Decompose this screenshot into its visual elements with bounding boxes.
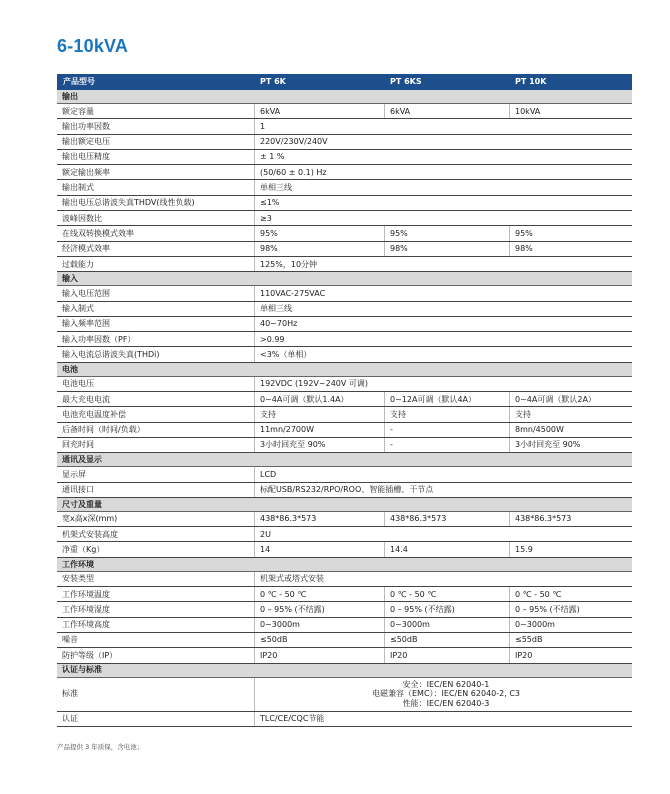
page-title: 6-10kVA — [57, 36, 129, 56]
row-value-span: ≥3 — [254, 211, 632, 225]
section-title: 认证与标准 — [62, 665, 102, 675]
table-row — [57, 226, 632, 241]
row-label: 输入频率范围 — [62, 319, 110, 329]
row-value-span: <3%（单相） — [254, 347, 632, 361]
row-value: 98% — [509, 242, 632, 256]
row-value: IP20 — [384, 648, 509, 662]
row-value: 15.9 — [509, 542, 632, 556]
table-row — [57, 119, 632, 134]
row-value: - — [384, 438, 509, 452]
table-header-row — [57, 74, 632, 90]
row-value-span: 125%，10分钟 — [254, 257, 632, 271]
row-value: 95% — [254, 226, 384, 240]
section-title: 通讯及显示 — [62, 455, 102, 465]
section-title: 输出 — [62, 91, 78, 101]
row-value: 8mn/4500W — [509, 423, 632, 437]
value-line: 安全：IEC/EN 62040-1 — [402, 680, 490, 690]
row-value-span: 110VAC-275VAC — [254, 286, 632, 300]
table-row — [57, 587, 632, 602]
row-value-span: (50/60 ± 0.1) Hz — [254, 165, 632, 179]
section-header — [57, 90, 632, 104]
table-row — [57, 602, 632, 617]
row-value: IP20 — [254, 648, 384, 662]
table-row — [57, 483, 632, 498]
footnote: 产品提供 3 年质保，含电池； — [57, 743, 144, 751]
table-row — [57, 257, 632, 272]
row-label: 过载能力 — [62, 259, 94, 269]
section-header — [57, 558, 632, 572]
row-value: 98% — [384, 242, 509, 256]
row-value: 0~3000m — [254, 618, 384, 632]
row-value: 0~3000m — [509, 618, 632, 632]
row-value: 0 – 95% (不结露) — [384, 602, 509, 616]
section-title: 电池 — [62, 364, 78, 374]
table-row — [57, 377, 632, 392]
row-value: 0~3000m — [384, 618, 509, 632]
row-value: 支持 — [509, 407, 632, 421]
table-row — [57, 392, 632, 407]
row-value: 438*86.3*573 — [384, 512, 509, 526]
row-label: 额定容量 — [62, 106, 94, 116]
row-label: 工作环境温度 — [62, 589, 110, 599]
row-value: 支持 — [254, 407, 384, 421]
spec-table — [57, 74, 632, 727]
row-label: 工作环境高度 — [62, 620, 110, 630]
row-label: 输出电压精度 — [62, 152, 110, 162]
table-row — [57, 150, 632, 165]
row-value: 14 — [254, 542, 384, 556]
row-label: 后备时间（时间/负载） — [62, 425, 145, 435]
row-value-span: 单相三线 — [254, 180, 632, 194]
row-value: 0 ℃ - 50 ℃ — [384, 587, 509, 601]
row-value: ≤50dB — [384, 633, 509, 647]
row-value: 3小时回充至 90% — [509, 438, 632, 452]
row-label: 输入电压范围 — [62, 288, 110, 298]
row-label: 显示屏 — [62, 469, 86, 479]
section-title: 输入 — [62, 274, 78, 284]
row-value: ≤50dB — [254, 633, 384, 647]
table-row — [57, 196, 632, 211]
header-model: PT 10K — [515, 77, 547, 87]
header-model: PT 6KS — [390, 77, 422, 87]
row-value-span: >0.99 — [254, 332, 632, 346]
value-line: 性能：IEC/EN 62040-3 — [402, 698, 490, 708]
row-value: 0 – 95% (不结露) — [254, 602, 384, 616]
table-row — [57, 572, 632, 587]
row-value: 0 ℃ - 50 ℃ — [254, 587, 384, 601]
table-row — [57, 438, 632, 453]
row-label: 电池充电温度补偿 — [62, 409, 126, 419]
row-value: 支持 — [384, 407, 509, 421]
row-value: 3小时回充至 90% — [254, 438, 384, 452]
row-label: 认证 — [62, 714, 78, 724]
row-value-span: LCD — [254, 467, 632, 481]
row-label: 净重（Kg） — [62, 544, 105, 554]
table-row — [57, 347, 632, 362]
row-value: 438*86.3*573 — [254, 512, 384, 526]
row-label: 最大充电电流 — [62, 394, 110, 404]
row-value: 14.4 — [384, 542, 509, 556]
row-label: 安装类型 — [62, 574, 94, 584]
section-title: 尺寸及重量 — [62, 499, 102, 509]
row-value: 95% — [384, 226, 509, 240]
table-row — [57, 678, 632, 712]
row-label: 输出电压总谐波失真THDV(线性负载) — [62, 198, 195, 208]
row-value-span: ± 1 % — [254, 150, 632, 164]
row-value-span: 2U — [254, 527, 632, 541]
row-label: 输出额定电压 — [62, 137, 110, 147]
table-row — [57, 302, 632, 317]
section-title: 工作环境 — [62, 559, 94, 569]
row-label: 输出功率因数 — [62, 121, 110, 131]
table-row — [57, 407, 632, 422]
row-label: 波峰因数比 — [62, 213, 102, 223]
row-label: 额定输出频率 — [62, 167, 110, 177]
row-value-span: 1 — [254, 119, 632, 133]
row-value: 6kVA — [254, 104, 384, 118]
table-row — [57, 180, 632, 195]
row-label: 输入电流总谐波失真(THDi) — [62, 350, 160, 359]
table-row — [57, 286, 632, 301]
row-value: 10kVA — [509, 104, 632, 118]
row-label: 经济模式效率 — [62, 244, 110, 254]
section-header — [57, 363, 632, 377]
table-row — [57, 648, 632, 663]
row-value-span: 机架式或塔式安装 — [254, 572, 632, 586]
table-row — [57, 165, 632, 180]
row-label: 通讯接口 — [62, 485, 94, 495]
section-header — [57, 453, 632, 467]
header-label: 产品型号 — [63, 77, 95, 87]
section-header — [57, 272, 632, 286]
table-row — [57, 512, 632, 527]
row-label: 标准 — [62, 689, 78, 699]
table-row — [57, 104, 632, 119]
row-label: 机架式安装高度 — [62, 529, 118, 539]
row-label: 工作环境湿度 — [62, 604, 110, 614]
section-header — [57, 664, 632, 678]
row-value-span: TLC/CE/CQC节能 — [254, 712, 632, 726]
row-value: 0~4A可调（默认1.4A） — [254, 392, 384, 406]
row-value: 95% — [509, 226, 632, 240]
row-value: IP20 — [509, 648, 632, 662]
row-label: 噪音 — [62, 635, 78, 645]
table-row — [57, 712, 632, 727]
row-value-span: 192VDC (192V~240V 可调) — [254, 377, 632, 391]
table-row — [57, 618, 632, 633]
row-value-multiline — [254, 678, 632, 711]
row-value: 0 ℃ - 50 ℃ — [509, 587, 632, 601]
row-value: 438*86.3*573 — [509, 512, 632, 526]
table-row — [57, 527, 632, 542]
row-value-span: 单相三线 — [254, 302, 632, 316]
table-row — [57, 467, 632, 482]
row-label: 输入制式 — [62, 304, 94, 314]
table-row — [57, 423, 632, 438]
row-value-span: 220V/230V/240V — [254, 135, 632, 149]
value-line: 电磁兼容（EMC）：IEC/EN 62040-2, C3 — [371, 689, 520, 699]
row-value: 11mn/2700W — [254, 423, 384, 437]
table-row — [57, 542, 632, 557]
row-value: 0~12A可调（默认4A） — [384, 392, 509, 406]
row-value: 0 – 95% (不结露) — [509, 602, 632, 616]
row-label: 回充时间 — [62, 440, 94, 450]
row-value: 98% — [254, 242, 384, 256]
row-label: 电池电压 — [62, 379, 94, 389]
row-label: 防护等级（IP） — [62, 650, 118, 660]
section-header — [57, 498, 632, 512]
row-value-span: ≤1% — [254, 196, 632, 210]
table-row — [57, 317, 632, 332]
row-label: 在线双转换模式效率 — [62, 228, 134, 238]
row-label: 输出制式 — [62, 183, 94, 193]
row-value: 0~4A可调（默认2A） — [509, 392, 632, 406]
row-value-span: 40~70Hz — [254, 317, 632, 331]
table-row — [57, 211, 632, 226]
row-value: - — [384, 423, 509, 437]
table-row — [57, 135, 632, 150]
row-value: ≤55dB — [509, 633, 632, 647]
row-label: 输入功率因数（PF） — [62, 334, 136, 344]
row-value: 6kVA — [384, 104, 509, 118]
row-value-span: 标配USB/RS232/RPO/ROO、智能插槽、干节点 — [254, 483, 632, 497]
table-row — [57, 633, 632, 648]
row-label: 宽x高x深(mm) — [62, 514, 118, 524]
table-row — [57, 242, 632, 257]
header-model: PT 6K — [260, 77, 286, 87]
table-row — [57, 332, 632, 347]
